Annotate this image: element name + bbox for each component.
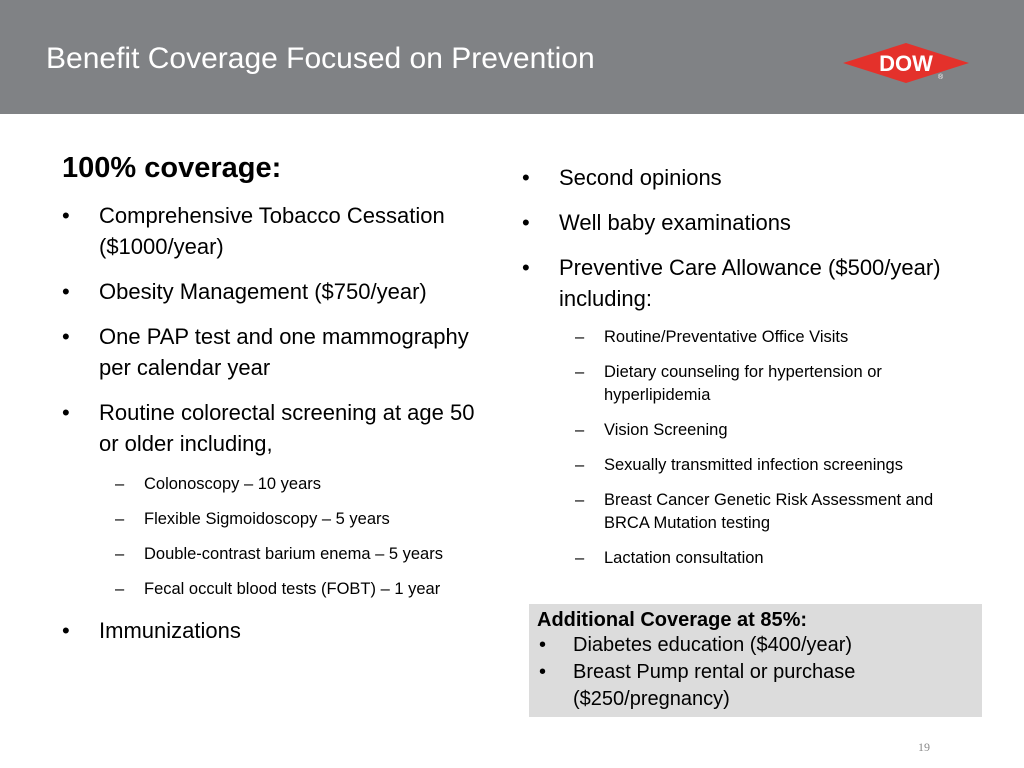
- sub-list-item-text: Dietary counseling for hypertension or hyperlipidemia: [604, 363, 882, 404]
- additional-coverage-box: [529, 604, 982, 717]
- sub-list-item: [99, 473, 492, 496]
- page-number: 19: [918, 740, 930, 754]
- dash-icon: –: [575, 363, 585, 381]
- dash-icon: –: [115, 580, 125, 598]
- bullet-icon: •: [522, 165, 530, 190]
- list-item: [522, 162, 982, 193]
- dash-icon: –: [115, 510, 125, 528]
- dash-icon: –: [115, 545, 125, 563]
- list-item-text: Comprehensive Tobacco Cessation ($1000/year): [99, 203, 445, 259]
- sub-list-item-text: Vision Screening: [604, 421, 728, 439]
- bullet-icon: •: [62, 203, 70, 228]
- sub-list-item: [559, 361, 982, 407]
- list-item: [522, 252, 982, 570]
- sub-list-item-text: Colonoscopy – 10 years: [144, 475, 322, 493]
- sub-list-item: [99, 543, 492, 566]
- dash-icon: –: [575, 549, 585, 567]
- list-item: [537, 659, 974, 713]
- slide-header: [0, 0, 1024, 114]
- list-item-text: Obesity Management ($750/year): [99, 279, 427, 304]
- sub-list-item-text: Lactation consultation: [604, 549, 764, 567]
- list-item-text: Well baby examinations: [559, 210, 791, 235]
- list-item: [522, 207, 982, 238]
- bullet-icon: •: [62, 618, 70, 643]
- sub-list: [559, 326, 982, 570]
- sub-list-item-text: Flexible Sigmoidoscopy – 5 years: [144, 510, 390, 528]
- sub-list-item: [559, 454, 982, 477]
- list-item: [62, 321, 492, 383]
- sub-list-item: [559, 419, 982, 442]
- sub-list-item-text: Fecal occult blood tests (FOBT) – 1 year: [144, 580, 441, 598]
- list-item: [62, 615, 492, 646]
- sub-list-item-text: Routine/Preventative Office Visits: [604, 328, 849, 346]
- sub-list-item: [559, 326, 982, 349]
- bullet-icon: •: [62, 324, 70, 349]
- sub-list-item-text: Double-contrast barium enema – 5 years: [144, 545, 443, 563]
- dash-icon: –: [575, 328, 585, 346]
- dash-icon: –: [575, 491, 585, 509]
- list-item-text: Preventive Care Allowance ($500/year) including:: [559, 255, 941, 311]
- list-item-text: Breast Pump rental or purchase ($250/pregnancy): [573, 661, 856, 710]
- dow-logo-registered-mark: ®: [938, 74, 944, 81]
- sub-list: [99, 473, 492, 601]
- dash-icon: –: [575, 421, 585, 439]
- list-item: [62, 276, 492, 307]
- dash-icon: –: [575, 456, 585, 474]
- sub-list-item: [559, 547, 982, 570]
- coverage-heading: 100% coverage:: [62, 152, 282, 184]
- bullet-icon: •: [522, 255, 530, 280]
- additional-coverage-list: [537, 632, 974, 713]
- additional-coverage-title: Additional Coverage at 85%:: [537, 609, 808, 631]
- dash-icon: –: [115, 475, 125, 493]
- bullet-icon: •: [62, 400, 70, 425]
- sub-list-item-text: Sexually transmitted infection screenings: [604, 456, 903, 474]
- dow-logo: [843, 41, 969, 85]
- sub-list-item: [99, 508, 492, 531]
- bullet-icon: •: [522, 210, 530, 235]
- right-bullet-list: [522, 162, 982, 570]
- sub-list-item: [559, 489, 982, 535]
- dow-logo-text: DOW: [879, 51, 933, 76]
- slide-title: Benefit Coverage Focused on Prevention: [46, 42, 595, 75]
- list-item-text: Diabetes education ($400/year): [573, 634, 853, 656]
- list-item-text: Routine colorectal screening at age 50 or older including,: [99, 400, 475, 456]
- list-item-text: Second opinions: [559, 165, 722, 190]
- list-item: [537, 632, 974, 659]
- right-column: [522, 162, 982, 584]
- sub-list-item: [99, 578, 492, 601]
- list-item-text: Immunizations: [99, 618, 241, 643]
- bullet-icon: •: [539, 661, 547, 683]
- list-item-text: One PAP test and one mammography per calendar year: [99, 324, 469, 380]
- left-column: [62, 150, 492, 660]
- left-bullet-list: [62, 200, 492, 646]
- sub-list-item-text: Breast Cancer Genetic Risk Assessment and BRCA Mutation testing: [604, 491, 934, 532]
- list-item: [62, 397, 492, 601]
- bullet-icon: •: [62, 279, 70, 304]
- bullet-icon: •: [539, 634, 547, 656]
- list-item: [62, 200, 492, 262]
